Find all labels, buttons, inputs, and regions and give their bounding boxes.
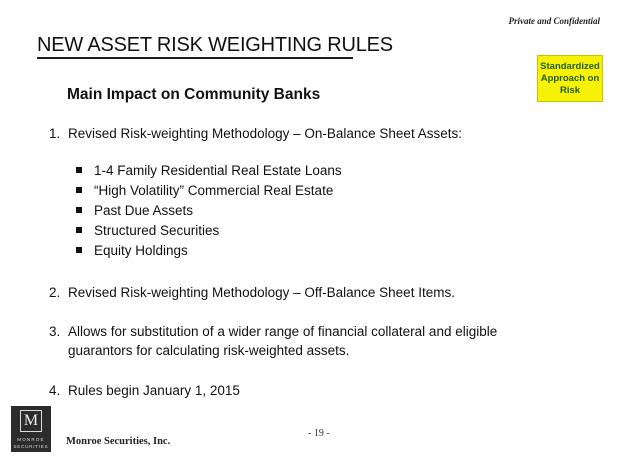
item-number: 3. <box>49 324 61 339</box>
badge-line-2: Approach on <box>540 72 600 84</box>
item-text: Rules begin January 1, 2015 <box>68 383 240 398</box>
item-number: 2. <box>49 285 61 300</box>
page-title: NEW ASSET RISK WEIGHTING RULES <box>37 34 393 56</box>
confidential-label: Private and Confidential <box>508 16 600 26</box>
bullet-text: “High Volatility” Commercial Real Estate <box>94 183 334 198</box>
page-number: - 19 - <box>308 428 330 439</box>
logo-letter: M <box>20 410 42 432</box>
square-bullet-icon <box>76 207 82 213</box>
bullet-text: Structured Securities <box>94 223 220 238</box>
bullet-text: 1-4 Family Residential Real Estate Loans <box>94 163 342 178</box>
title-underline <box>37 57 353 59</box>
square-bullet-icon <box>76 167 82 173</box>
bullet-item <box>76 163 342 178</box>
logo-text-line-2: SECURITIES <box>13 444 49 449</box>
list-item-2 <box>49 283 455 302</box>
item-text: Revised Risk-weighting Methodology – On-Balance Sheet Assets: <box>68 126 462 141</box>
logo-text-line-1: MONROE <box>17 437 45 442</box>
square-bullet-icon <box>76 247 82 253</box>
bullet-item <box>76 223 219 238</box>
item-number: 4. <box>49 383 61 398</box>
square-bullet-icon <box>76 227 82 233</box>
badge-line-1: Standardized <box>540 60 600 72</box>
standardized-approach-badge <box>537 55 603 102</box>
badge-line-3: Risk <box>559 84 581 96</box>
bullet-text: Past Due Assets <box>94 203 194 218</box>
item-text: Revised Risk-weighting Methodology – Off-Balance Sheet Items. <box>68 285 455 300</box>
bullet-item <box>76 203 193 218</box>
square-bullet-icon <box>76 187 82 193</box>
item-text: Allows for substitution of a wider range of financial collateral and eligible <box>68 324 498 339</box>
item-text-continuation: guarantors for calculating risk-weighted assets. <box>68 343 350 358</box>
list-item-4 <box>49 381 240 400</box>
monroe-logo <box>11 406 51 452</box>
bullet-item <box>76 183 333 198</box>
list-item-1 <box>49 124 462 143</box>
bullet-text: Equity Holdings <box>94 243 188 258</box>
section-subtitle: Main Impact on Community Banks <box>67 86 321 103</box>
bullet-item <box>76 243 188 258</box>
item-number: 1. <box>49 126 61 141</box>
footer-company-name: Monroe Securities, Inc. <box>66 436 171 447</box>
list-item-3 <box>49 322 497 360</box>
